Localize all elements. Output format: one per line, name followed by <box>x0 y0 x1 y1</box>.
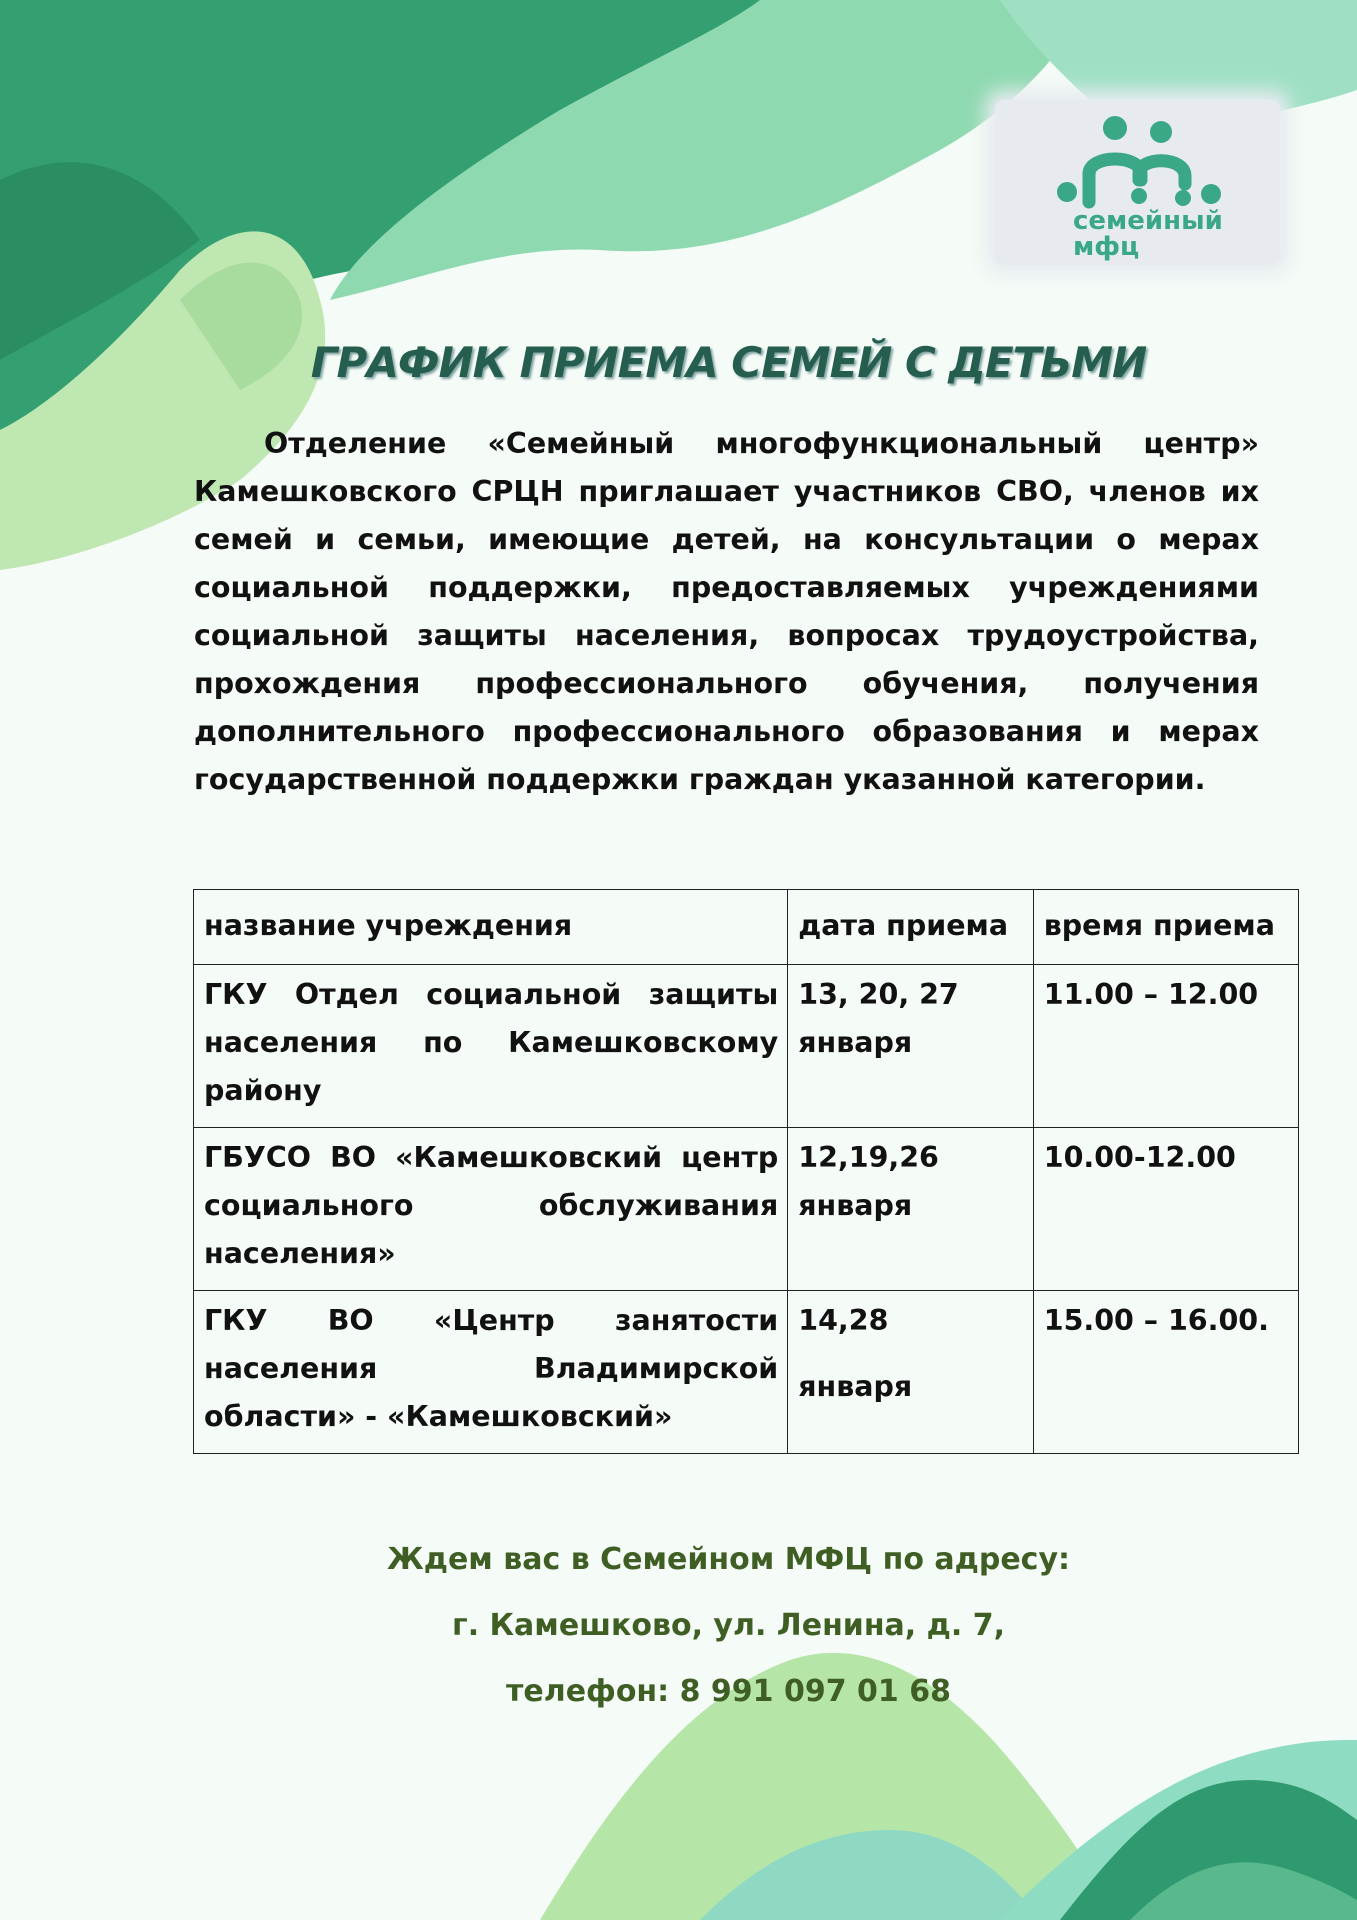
cell-institution: ГБУСО ВО «Камешковский центр социального обслуживания населения» <box>194 1128 788 1291</box>
table-row <box>194 1291 1299 1454</box>
logo <box>995 100 1280 265</box>
contact-footer <box>0 1527 1357 1725</box>
cell-time: 10.00-12.00 <box>1033 1128 1298 1291</box>
logo-text <box>1073 208 1273 260</box>
date-month: января <box>798 1189 913 1222</box>
schedule-table <box>193 889 1299 1454</box>
header-time: время приема <box>1033 890 1298 965</box>
footer-address: г. Камешково, ул. Ленина, д. 7, <box>452 1608 1005 1643</box>
date-month: января <box>798 1026 913 1059</box>
family-people-icon <box>1055 110 1225 210</box>
logo-line2: мфц <box>1073 232 1140 262</box>
cell-date <box>788 965 1033 1128</box>
header-institution: название учреждения <box>194 890 788 965</box>
date-month: января <box>798 1370 913 1403</box>
table-row <box>194 1128 1299 1291</box>
intro-paragraph: Отделение «Семейный многофункциональный центр» Камешковского СРЦН приглашает участников СВО, членов их семей и семьи, имеющие детей, на консультации о мерах социальной поддержки, предоставляемых учреждениями социальной защиты населения, вопросах трудоустройства, прохождения профессионального обучения, получения дополнительного профессионального образования и мерах государственной поддержки граждан указанной категории. <box>194 427 1259 796</box>
cell-time: 15.00 – 16.00. <box>1033 1291 1298 1454</box>
table-header-row <box>194 890 1299 965</box>
logo-line1: семейный <box>1073 206 1223 236</box>
page-title: ГРАФИК ПРИЕМА СЕМЕЙ С ДЕТЬМИ <box>310 338 1147 387</box>
footer-invite: Ждем вас в Семейном МФЦ по адресу: <box>387 1542 1070 1577</box>
date-days: 13, 20, 27 <box>798 978 959 1011</box>
cell-institution: ГКУ Отдел социальной защиты населения по Камешковскому району <box>194 965 788 1128</box>
cell-date <box>788 1128 1033 1291</box>
cell-time: 11.00 – 12.00 <box>1033 965 1298 1128</box>
footer-phone: телефон: 8 991 097 01 68 <box>506 1674 951 1709</box>
date-days: 12,19,26 <box>798 1141 939 1174</box>
date-days: 14,28 <box>798 1304 889 1337</box>
table-row <box>194 965 1299 1128</box>
cell-institution: ГКУ ВО «Центр занятости населения Владимирской области» - «Камешковский» <box>194 1291 788 1454</box>
header-date: дата приема <box>788 890 1033 965</box>
cell-date <box>788 1291 1033 1454</box>
